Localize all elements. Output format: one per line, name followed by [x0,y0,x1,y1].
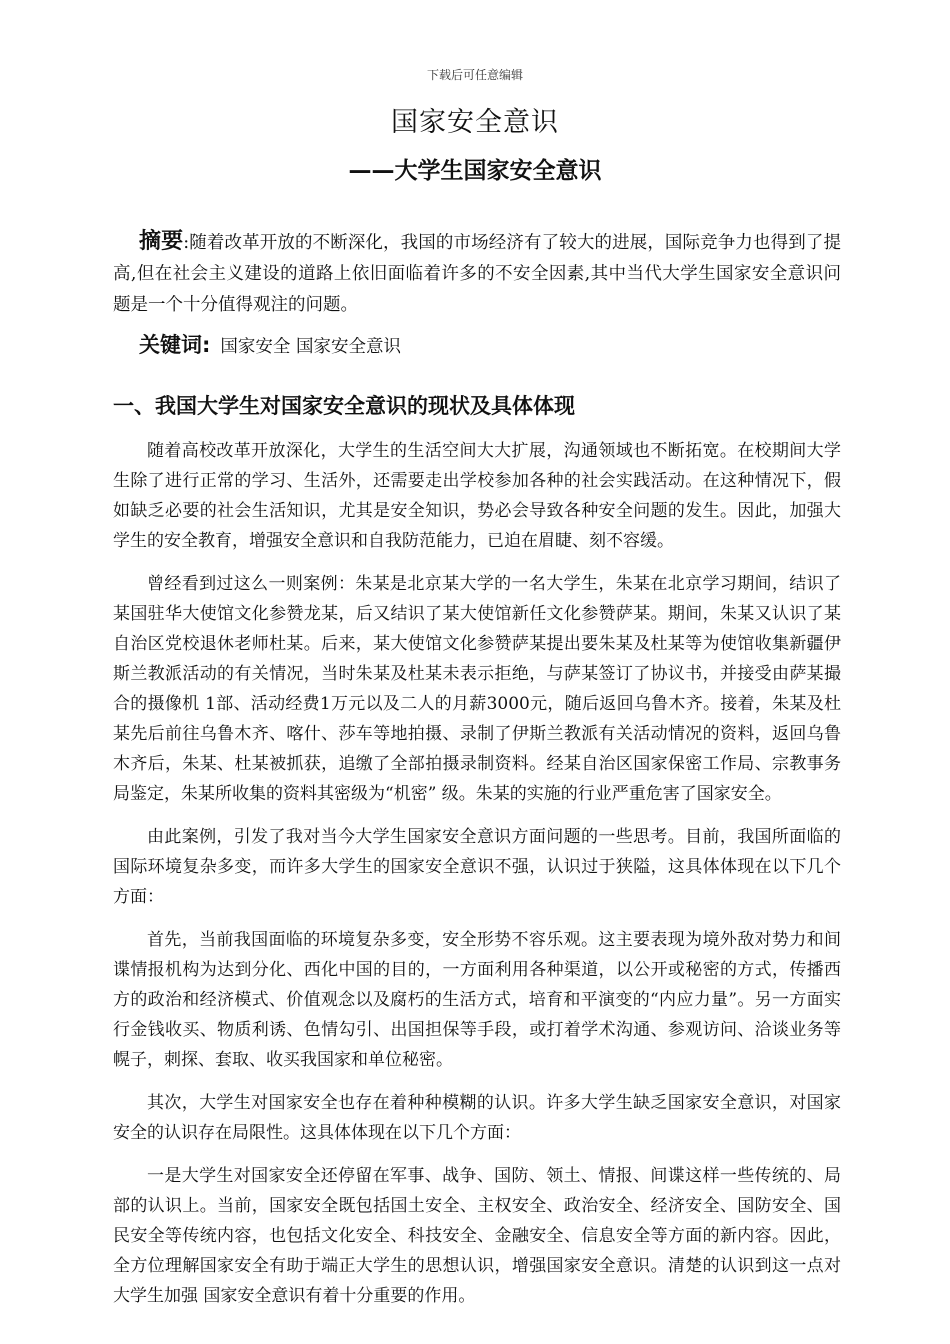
paragraph: 由此案例，引发了我对当今大学生国家安全意识方面问题的一些思考。目前，我国所面临的国际环境复杂多变，而许多大学生的国家安全意识不强，认识过于狭隘，这具体体现在以下几个方面： [113,827,841,907]
paragraph: 一是大学生对国家安全还停留在军事、战争、国防、领土、情报、间谍这样一些传统的、局部的认识上。当前，国家安全既包括国土安全、主权安全、政治安全、经济安全、国防安全、国民安全等传统内容，也包括文化安全、科技安全、金融安全、信息安全等方面的新内容。因此，全方位理解国家安全有助于端正大学生的思想认识，增强国家安全意识。清楚的认识到这一点对大学生加强 国家安全意识有着十分重要的作用。 [113,1166,841,1306]
page-subtitle: ——大学生国家安全意识 [348,158,602,184]
keywords [113,330,841,363]
header-note: 下载后可任意编辑 [426,68,523,82]
paragraph: 首先，当前我国面临的环境复杂多变，安全形势不容乐观。这主要表现为境外敌对势力和间谍情报机构为达到分化、西化中国的目的，一方面利用各种渠道，以公开或秘密的方式，传播西方的政治和经济模式、价值观念以及腐朽的生活方式，培育和平演变的“内应力量”。另一方面实行金钱收买、物质利诱、色情勾引、出国担保等手段，或打着学术沟通、参观访问、洽谈业务等幌子，刺探、套取、收买我国家和单位秘密。 [113,930,841,1070]
paragraph: 随着高校改革开放深化，大学生的生活空间大大扩展，沟通领域也不断拓宽。在校期间大学生除了进行正常的学习、生活外，还需要走出学校参加各种的社会实践活动。在这种情况下，假如缺乏必要的社会生活知识，尤其是安全知识，势必会导致各种安全问题的发生。因此，加强大学生的安全教育，增强安全意识和自我防范能力，已迫在眉睫、刻不容缓。 [113,441,841,551]
section-body [113,436,841,1324]
paragraph: 曾经看到过这么一则案例：朱某是北京某大学的一名大学生，朱某在北京学习期间，结识了某国驻华大使馆文化参赞龙某，后又结识了某大使馆新任文化参赞萨某。期间，朱某又认识了某自治区党校退休老师杜某。后来，某大使馆文化参赞萨某提出要朱某及杜某等为使馆收集新疆伊斯兰教派活动的有关情况，当时朱某及杜某未表示拒绝，与萨某签订了协议书，并接受由萨某撮合的摄像机 1部、活动经费1万元以及二人的月薪3000元，随后返回乌鲁木齐。接着，朱某及杜某先后前往乌鲁木齐、喀什、莎车等地拍摄、录制了伊斯兰教派有关活动情况的资料，返回乌鲁木齐后，朱某、杜某被抓获，追缴了全部拍摄录制资料。经某自治区国家保密工作局、宗教事务局鉴定，朱某所收集的资料其密级为“机密” 级。朱某的实施的行业严重危害了国家安全。 [113,574,841,804]
abstract-label: 摘要 [139,229,184,254]
paragraph: 其次，大学生对国家安全也存在着种种模糊的认识。许多大学生缺乏国家安全意识，对国家安全的认识存在局限性。这具体体现在以下几个方面： [113,1093,841,1143]
section-heading: 一、我国大学生对国家安全意识的现状及具体体现 [113,394,575,418]
keywords-label: 关键词: [139,333,211,357]
abstract [113,226,841,321]
page-title: 国家安全意识 [391,107,559,138]
keywords-text: 国家安全 国家安全意识 [220,337,401,357]
abstract-text: :随着改革开放的不断深化，我国的市场经济有了较大的进展，国际竞争力也得到了提高,但在社会主义建设的道路上依旧面临着许多的不安全因素,其中当代大学生国家安全意识问题是一个十分值得观注的问题。 [113,233,841,315]
